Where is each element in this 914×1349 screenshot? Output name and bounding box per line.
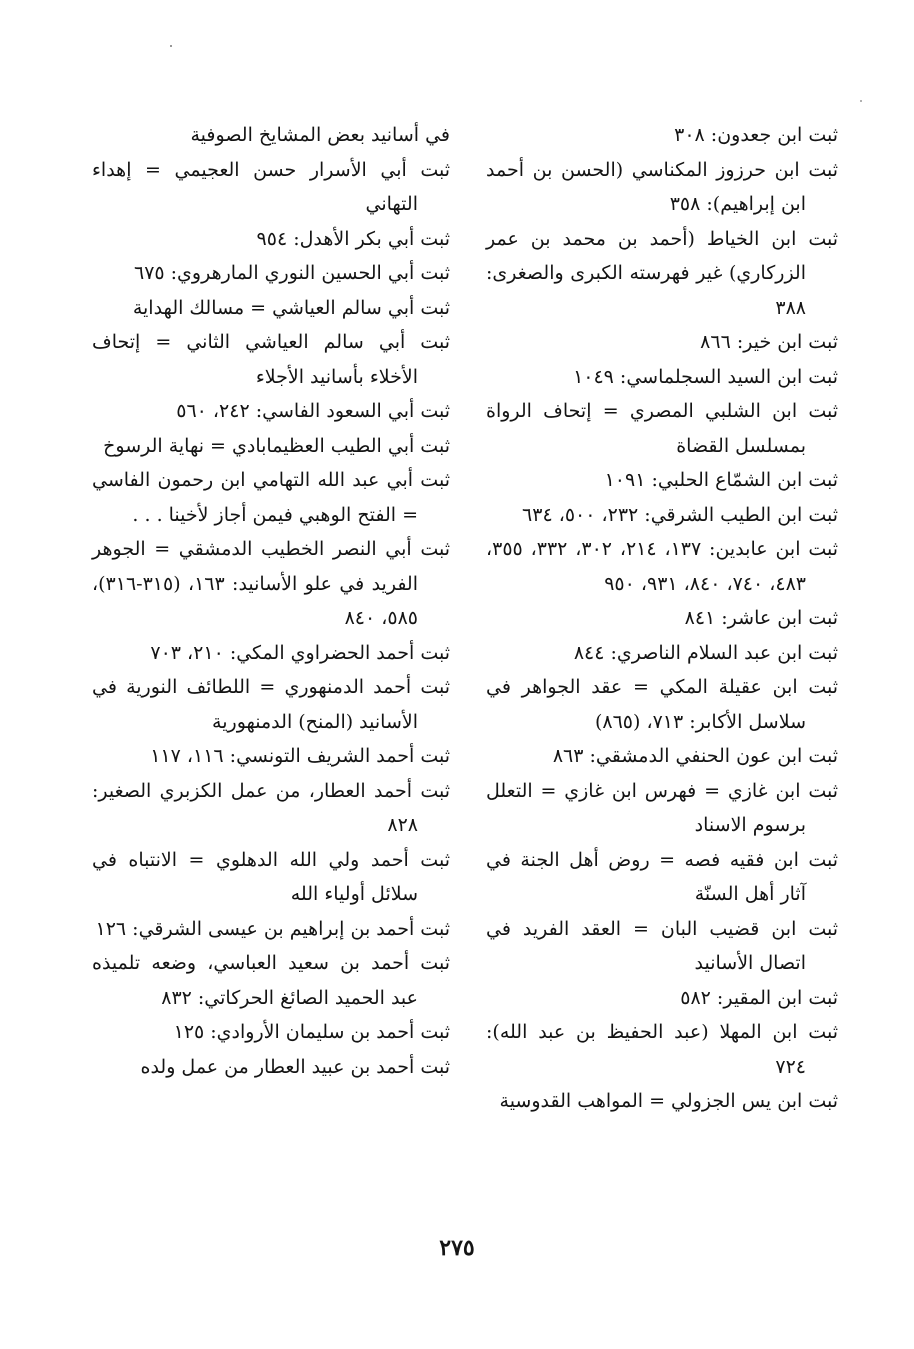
index-entry: ثبت أبي الحسين النوري المارهروي: ٦٧٥	[133, 262, 450, 284]
index-entry: ثبت ابن الخياط (أحمد بن محمد بن عمر الزركاري) غير فهرسته الكبرى والصغرى: ٣٨٨	[486, 227, 838, 319]
index-entry-continuation: في أسانيد بعض المشايخ الصوفية	[190, 124, 450, 146]
page-number: ٢٧٥	[439, 1235, 475, 1261]
index-entry: ثبت ابن عقيلة المكي = عقد الجواهر في سلاسل الأكابر: ٧١٣، (٨٦٥)	[486, 676, 838, 733]
index-entry: ثبت أحمد بن سعيد العباسي، وضعه تلميذه عبد الحميد الصائغ الحركاتي: ٨٣٢	[92, 952, 450, 1009]
index-entry: ثبت ابن فقيه فصه = روض أهل الجنة في آثار أهل السنّة	[486, 848, 838, 905]
index-entry: ثبت أحمد بن إبراهيم بن عيسى الشرقي: ١٢٦	[95, 917, 450, 940]
index-entry: ثبت ابن عاشر: ٨٤١	[684, 607, 838, 629]
index-entry: ثبت أبي النصر الخطيب الدمشقي = الجوهر الفريد في علو الأسانيد: ١٦٣، (٣١٥-٣١٦)، ٥٨٥، ٨٤٠	[92, 538, 450, 629]
index-entry: ثبت ابن عبد السلام الناصري: ٨٤٤	[573, 641, 838, 664]
index-entry: ثبت أبي بكر الأهدل: ٩٥٤	[256, 227, 450, 250]
index-entry: ثبت أبي سالم العياشي = مسالك الهداية	[132, 296, 450, 319]
index-entry: ثبت ابن الشلبي المصري = إتحاف الرواة بمسلسل القضاة	[486, 400, 838, 457]
index-entry: ثبت ابن خير: ٨٦٦	[700, 331, 838, 353]
index-entry: ثبت أحمد الدمنهوري = اللطائف النورية في الأسانيد (المنح) الدمنهورية	[92, 676, 450, 733]
right-column	[486, 118, 838, 1119]
index-entry: ثبت أحمد الشريف التونسي: ١١٦، ١١٧	[150, 745, 450, 767]
index-entry: ثبت أبي السعود الفاسي: ٢٤٢، ٥٦٠	[176, 400, 450, 422]
index-entry: ثبت أبي الطيب العظيمابادي = نهاية الرسوخ	[103, 434, 450, 457]
index-entry: ثبت ابن عون الحنفي الدمشقي: ٨٦٣	[552, 745, 838, 767]
index-entry: ثبت أحمد بن عبيد العطار من عمل ولده	[140, 1055, 450, 1078]
index-entry: ثبت أبي عبد الله التهامي ابن رحمون الفاسي = الفتح الوهبي فيمن أجاز لأخينا . . .	[92, 469, 450, 526]
index-entry: ثبت ابن قضيب البان = العقد الفريد في اتصال الأسانيد	[486, 917, 838, 974]
index-entry: ثبت أبي الأسرار حسن العجيمي = إهداء التهاني	[92, 158, 450, 215]
index-entry: ثبت أحمد الحضراوي المكي: ٢١٠، ٧٠٣	[150, 641, 450, 664]
index-entry: ثبت ابن الطيب الشرقي: ٢٣٢، ٥٠٠، ٦٣٤	[522, 503, 838, 526]
index-entry: ثبت أحمد بن سليمان الأروادي: ١٢٥	[173, 1021, 450, 1043]
index-entry: ثبت ابن حرزوز المكناسي (الحسن بن أحمد ابن إبراهيم): ٣٥٨	[486, 158, 838, 215]
index-entry: ثبت ابن المقير: ٥٨٢	[680, 986, 838, 1009]
index-entry: ثبت ابن جعدون: ٣٠٨	[674, 124, 838, 146]
index-entry: ثبت ابن عابدين: ١٣٧، ٢١٤، ٣٠٢، ٣٣٢، ٣٥٥، ٤٨٣، ٧٤٠، ٨٤٠، ٩٣١، ٩٥٠	[486, 538, 839, 595]
left-column	[92, 118, 450, 1084]
index-entry: ثبت ابن غازي = فهرس ابن غازي = التعلل برسوم الاسناد	[486, 779, 838, 836]
index-entry: ثبت أحمد العطار، من عمل الكزبري الصغير: ٨٢٨	[92, 779, 450, 836]
index-entry: ثبت أحمد ولي الله الدهلوي = الانتباه في سلائل أولياء الله	[92, 848, 450, 905]
index-entry: ثبت ابن الشمّاع الحلبي: ١٠٩١	[604, 469, 838, 491]
speck-mark	[170, 45, 172, 47]
index-entry: ثبت ابن السيد السجلماسي: ١٠٤٩	[573, 365, 838, 388]
index-entry: ثبت ابن يس الجزولي = المواهب القدوسية	[499, 1090, 838, 1112]
index-entry: ثبت أبي سالم العياشي الثاني = إتحاف الأخلاء بأسانيد الأجلاء	[92, 331, 450, 388]
speck-mark	[860, 100, 862, 102]
index-entry: ثبت ابن المهلا (عبد الحفيظ بن عبد الله): ٧٢٤	[486, 1021, 838, 1078]
